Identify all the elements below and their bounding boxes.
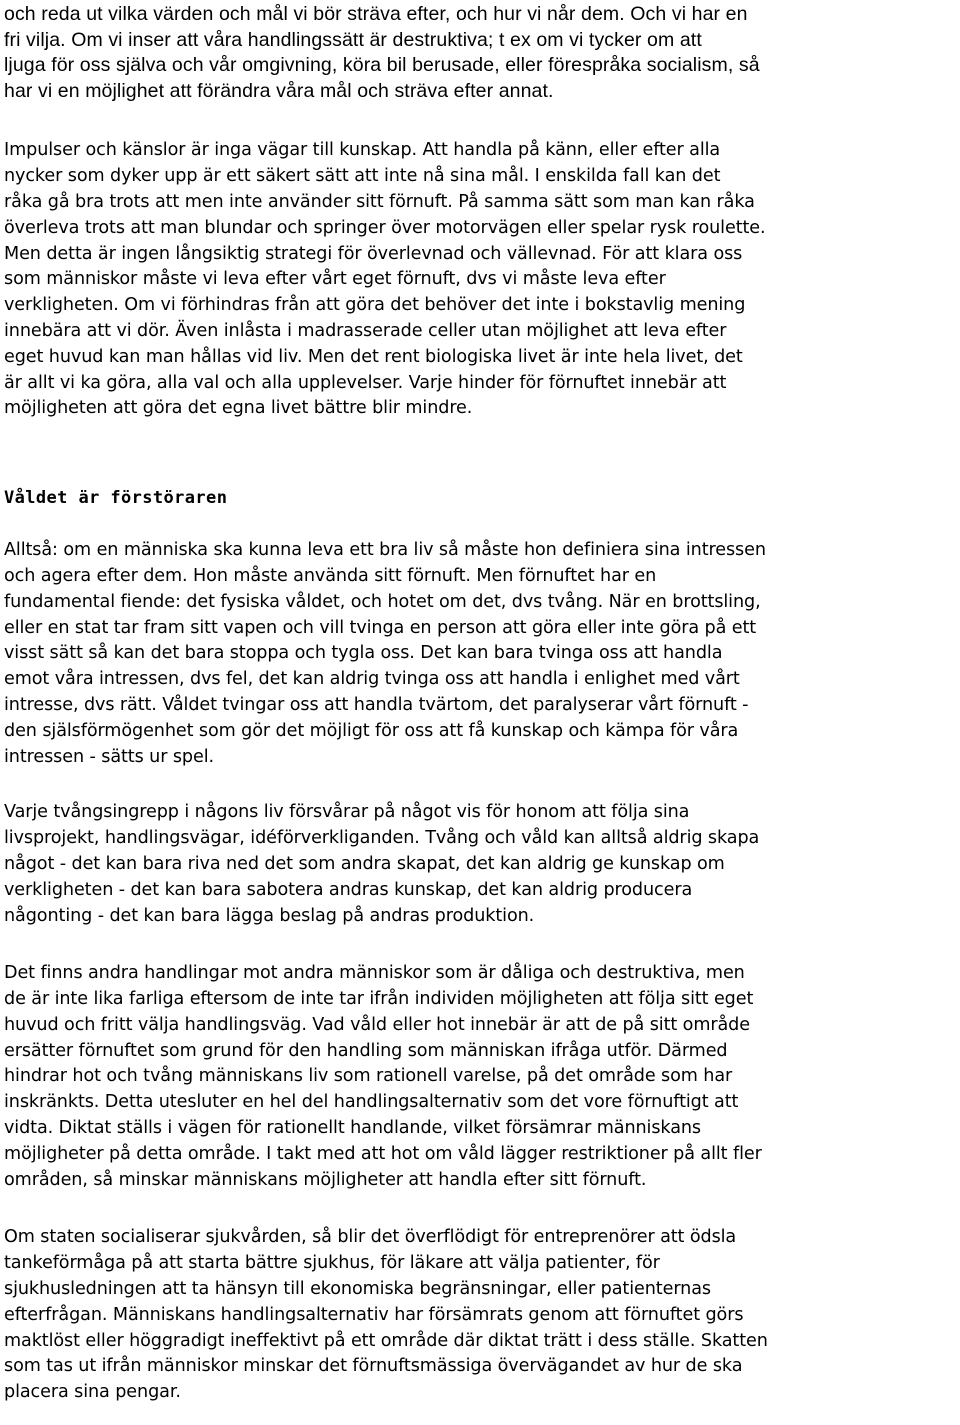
- det-finns-paragraph: Det finns andra handlingar mot andra människor som är dåliga och destruktiva, men de är inte lika farliga eftersom de inte tar ifrån individen möjligheten att följa sitt eget huvud och fritt välja handlingsväg. Vad våld eller hot innebär är att de på sitt område ersätter förnuftet som grund för den handling som människan ifråga utför. Därmed hindrar hot och tvång människans liv som rationell varelse, på det område som har inskränkts. Detta utesluter en hel del handlingsalternativ som det vore förnuftigt att vidta. Diktat ställs i vägen för rationellt handlande, vilket försämrar människans möjligheter på detta område. I takt med att hot om våld lägger restriktioner på allt fler områden, så minskar människans möjligheter att handla efter sitt förnuft.: [4, 963, 762, 1190]
- alltsa-paragraph: Alltså: om en människa ska kunna leva ett bra liv så måste hon definiera sina intressen och agera efter dem. Hon måste använda sitt förnuft. Men förnuftet har en fundamental fiende: det fysiska våldet, och hotet om det, dvs tvång. När en brottsling, eller en stat tar fram sitt vapen och vill tvinga en person att göra eller inte göra på ett visst sätt så kan det bara stoppa och tygla oss. Det kan bara tvinga oss att handla emot våra intressen, dvs fel, det kan aldrig tvinga oss att handla i enlighet med vårt intresse, dvs rätt. Våldet tvingar oss att handla tvärtom, det paralyserar vårt förnuft - den själsförmögenhet som gör det möjligt för oss att få kunskap och kämpa för våra intressen - sätts ur spel.: [4, 540, 766, 767]
- impulser-paragraph: Impulser och känslor är inga vägar till kunskap. Att handla på känn, eller efter alla nycker som dyker upp är ett säkert sätt att inte nå sina mål. I enskilda fall kan det råka gå bra trots att men inte använder sitt förnuft. På samma sätt som man kan råka överleva trots att man blundar och springer över motorvägen eller spelar rysk roulette. Men detta är ingen långsiktig strategi för överlevnad och vällevnad. För att klara oss som människor måste vi leva efter vårt eget förnuft, dvs vi måste leva efter verkligheten. Om vi förhindras från att göra det behöver det inte i bokstavlig mening innebära att vi dör. Även inlåsta i madrasserade celler utan möjlighet att leva efter eget huvud kan man hållas vid liv. Men det rent biologiska livet är inte hela livet, det är allt vi ka göra, alla val och alla upplevelser. Varje hinder för förnuftet innebär att möjligheten att göra det egna livet bättre blir mindre.: [4, 140, 766, 419]
- om-staten-paragraph: Om staten socialiserar sjukvården, så blir det överflödigt för entreprenörer att ödsla tankeförmåga på att starta bättre sjukhus, för läkare att välja patienter, för sjukhusledningen att ta hänsyn till ekonomiska begränsningar, eller patienternas efterfrågan. Människans handlingsalternativ har försämrats genom att förnuftet görs maktlöst eller höggradigt ineffektivt på ett område där diktat trätt i dess ställe. Skatten som tas ut ifrån människor minskar det förnuftsmässiga övervägandet av hur de ska placera sina pengar.: [4, 1227, 768, 1403]
- section-heading: Våldet är förstöraren: [4, 488, 228, 509]
- intro-paragraph: och reda ut vilka värden och mål vi bör sträva efter, och hur vi når dem. Och vi har en fri vilja. Om vi inser att våra handlingssätt är destruktiva; t ex om vi tycker om att ljuga för oss själva och vår omgivning, köra bil berusade, eller förespråka socialism, så har vi en möjlighet att förändra våra mål och sträva efter annat.: [4, 3, 760, 102]
- document-page: [4, 0, 956, 1406]
- varje-paragraph: Varje tvångsingrepp i någons liv försvårar på något vis för honom att följa sina livsprojekt, handlingsvägar, idéförverkliganden. Tvång och våld kan alltså aldrig skapa något - det kan bara riva ned det som andra skapat, det kan aldrig ge kunskap om verkligheten - det kan bara sabotera andras kunskap, det kan aldrig producera någonting - det kan bara lägga beslag på andras produktion.: [4, 802, 760, 926]
